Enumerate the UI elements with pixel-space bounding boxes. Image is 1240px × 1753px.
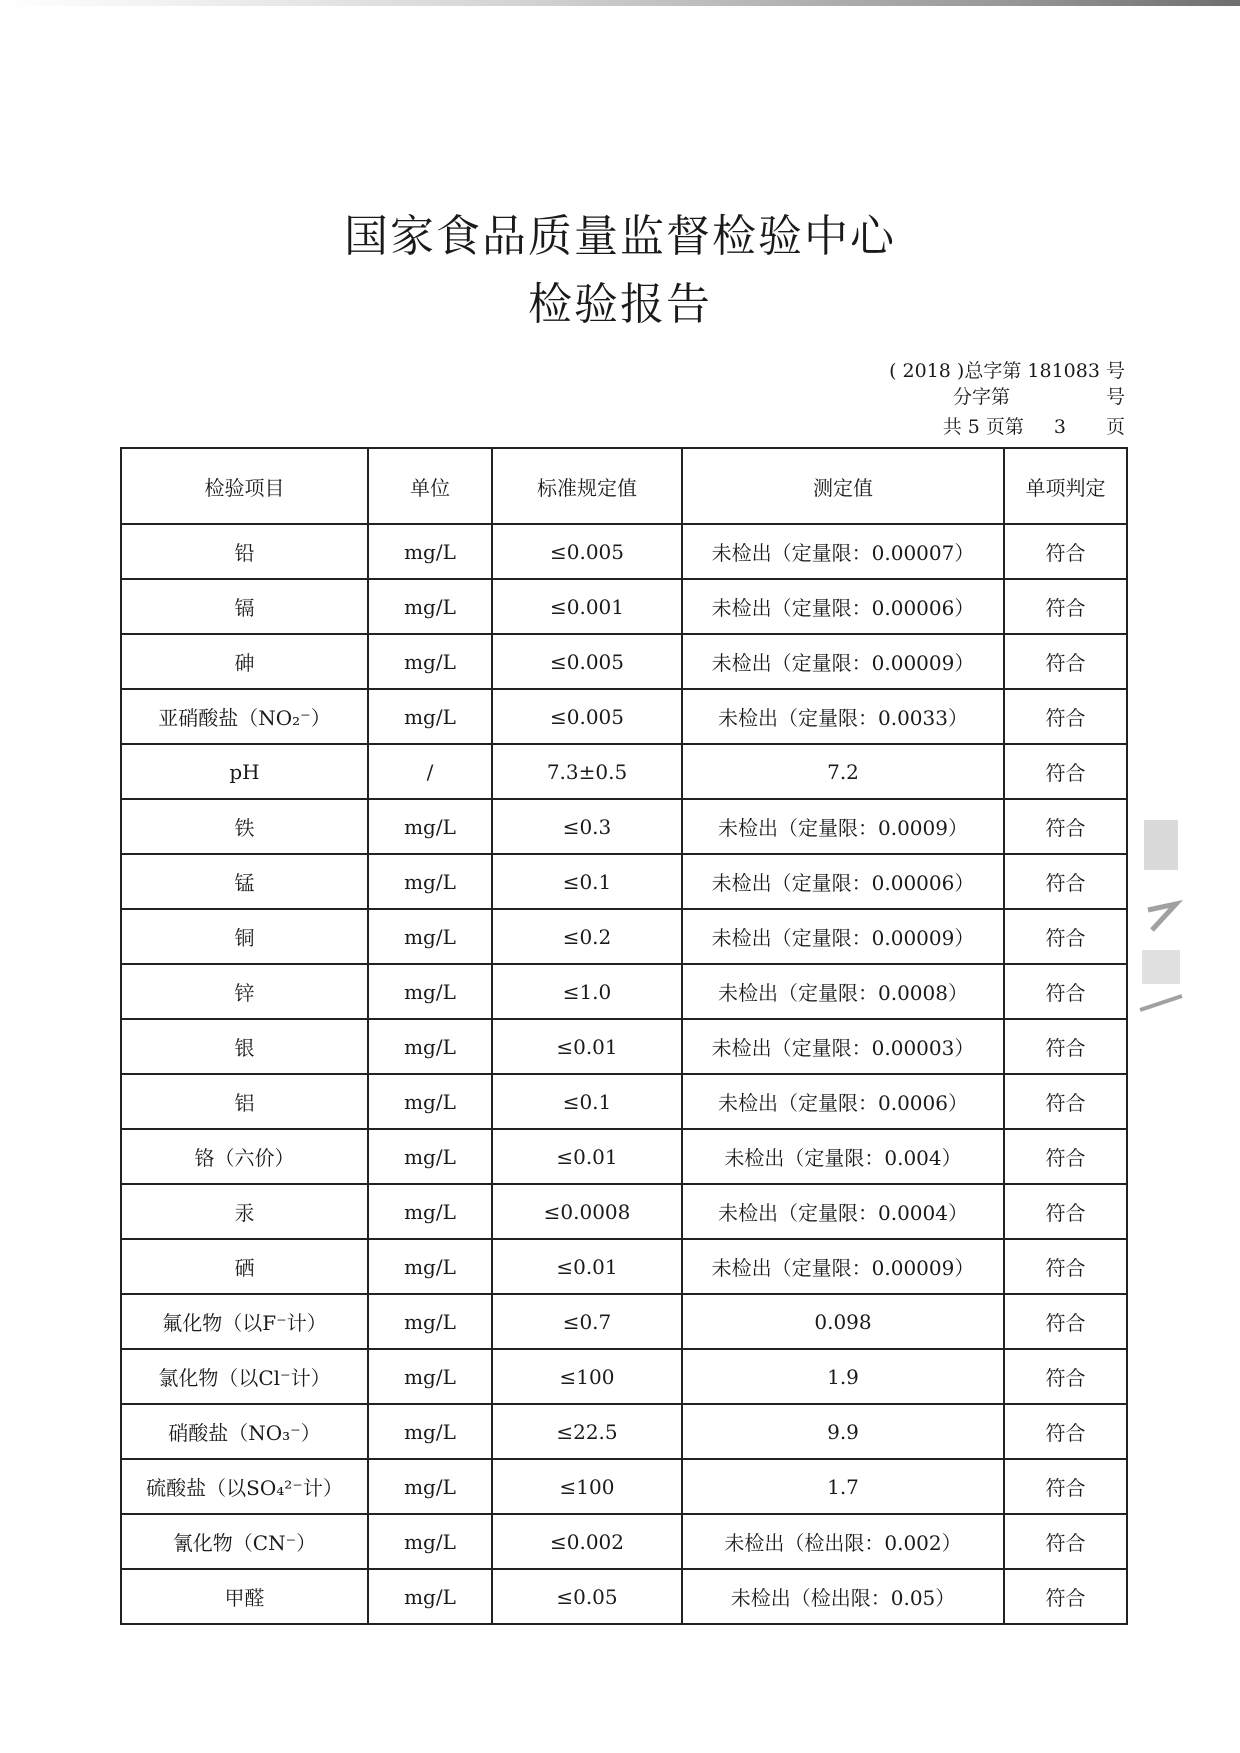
table-row <box>121 1184 1127 1239</box>
cell-unit: mg/L <box>368 1129 492 1184</box>
cell-unit: mg/L <box>368 1074 492 1129</box>
cell-measured: 未检出（检出限：0.05） <box>682 1569 1004 1624</box>
table-row <box>121 1294 1127 1349</box>
cell-standard: ≤0.3 <box>492 799 682 854</box>
table-row <box>121 524 1127 579</box>
cell-item: 硒 <box>121 1239 368 1294</box>
cell-measured: 未检出（定量限：0.00006） <box>682 579 1004 634</box>
sub-hao: 号 <box>1105 386 1125 408</box>
cell-standard: ≤0.005 <box>492 524 682 579</box>
header-row <box>121 448 1127 524</box>
table-row <box>121 1349 1127 1404</box>
cell-unit: mg/L <box>368 854 492 909</box>
cell-measured: 未检出（定量限：0.00009） <box>682 634 1004 689</box>
cell-unit: mg/L <box>368 524 492 579</box>
cell-verdict: 符合 <box>1004 964 1127 1019</box>
total-number: 181083 <box>1027 360 1100 382</box>
cell-unit: mg/L <box>368 799 492 854</box>
cell-verdict: 符合 <box>1004 1239 1127 1294</box>
table-row <box>121 1239 1127 1294</box>
cell-item: 铝 <box>121 1074 368 1129</box>
page-ye: 页 <box>1105 416 1125 438</box>
report-title: 检验报告 <box>528 279 712 330</box>
total-number-line <box>889 356 1125 383</box>
cell-measured: 未检出（定量限：0.0033） <box>682 689 1004 744</box>
table-row <box>121 909 1127 964</box>
cell-item: 砷 <box>121 634 368 689</box>
cell-unit: mg/L <box>368 1459 492 1514</box>
cell-verdict: 符合 <box>1004 799 1127 854</box>
cell-unit: mg/L <box>368 1019 492 1074</box>
cell-standard: ≤100 <box>492 1459 682 1514</box>
cell-standard: 7.3±0.5 <box>492 744 682 799</box>
cell-standard: ≤0.01 <box>492 1019 682 1074</box>
cell-verdict: 符合 <box>1004 634 1127 689</box>
cell-item: 银 <box>121 1019 368 1074</box>
cell-verdict: 符合 <box>1004 854 1127 909</box>
total-label: 总字第 <box>964 360 1022 382</box>
cell-standard: ≤0.005 <box>492 689 682 744</box>
cell-standard: ≤0.05 <box>492 1569 682 1624</box>
cell-item: 铅 <box>121 524 368 579</box>
cell-standard: ≤1.0 <box>492 964 682 1019</box>
cell-measured: 1.7 <box>682 1459 1004 1514</box>
cell-item: 铜 <box>121 909 368 964</box>
cell-standard: ≤0.002 <box>492 1514 682 1569</box>
header-standard: 标准规定值 <box>492 448 682 524</box>
cell-verdict: 符合 <box>1004 1459 1127 1514</box>
total-hao: 号 <box>1105 360 1125 382</box>
cell-measured: 未检出（定量限：0.00009） <box>682 1239 1004 1294</box>
scan-edge <box>0 0 1240 6</box>
table-row <box>121 854 1127 909</box>
institution-title: 国家食品质量监督检验中心 <box>344 211 896 262</box>
cell-item: 硝酸盐（NO₃⁻） <box>121 1404 368 1459</box>
cell-standard: ≤0.005 <box>492 634 682 689</box>
cell-measured: 未检出（检出限：0.002） <box>682 1514 1004 1569</box>
cell-measured: 未检出（定量限：0.00007） <box>682 524 1004 579</box>
cell-verdict: 符合 <box>1004 1404 1127 1459</box>
page-number: 3 <box>1053 416 1066 438</box>
table-body <box>121 524 1127 1624</box>
cell-verdict: 符合 <box>1004 909 1127 964</box>
seal-fragment-icon <box>1138 800 1188 1030</box>
cell-item: 铁 <box>121 799 368 854</box>
cell-standard: ≤0.001 <box>492 579 682 634</box>
header-measured: 测定值 <box>682 448 1004 524</box>
cell-item: 汞 <box>121 1184 368 1239</box>
results-table <box>120 447 1128 1625</box>
cell-item: 硫酸盐（以SO₄²⁻计） <box>121 1459 368 1514</box>
cell-measured: 未检出（定量限：0.0006） <box>682 1074 1004 1129</box>
cell-verdict: 符合 <box>1004 744 1127 799</box>
cell-verdict: 符合 <box>1004 1129 1127 1184</box>
cell-standard: ≤0.1 <box>492 1074 682 1129</box>
cell-measured: 0.098 <box>682 1294 1004 1349</box>
pages-total: 共 5 页第 <box>942 416 1024 438</box>
cell-item: 铬（六价） <box>121 1129 368 1184</box>
cell-verdict: 符合 <box>1004 1294 1127 1349</box>
cell-unit: mg/L <box>368 1569 492 1624</box>
cell-standard: ≤100 <box>492 1349 682 1404</box>
table-row <box>121 689 1127 744</box>
cell-measured: 未检出（定量限：0.00009） <box>682 909 1004 964</box>
cell-item: 锌 <box>121 964 368 1019</box>
sub-number-line <box>953 382 1125 409</box>
cell-unit: mg/L <box>368 1404 492 1459</box>
cell-standard: ≤22.5 <box>492 1404 682 1459</box>
cell-measured: 7.2 <box>682 744 1004 799</box>
cell-item: 亚硝酸盐（NO₂⁻） <box>121 689 368 744</box>
cell-measured: 未检出（定量限：0.00006） <box>682 854 1004 909</box>
cell-verdict: 符合 <box>1004 689 1127 744</box>
cell-verdict: 符合 <box>1004 1569 1127 1624</box>
table-row <box>121 1019 1127 1074</box>
table-row <box>121 744 1127 799</box>
cell-verdict: 符合 <box>1004 524 1127 579</box>
seal-fragment <box>1138 800 1188 1030</box>
cell-standard: ≤0.0008 <box>492 1184 682 1239</box>
table-row <box>121 1404 1127 1459</box>
cell-measured: 未检出（定量限：0.0008） <box>682 964 1004 1019</box>
table-row <box>121 964 1127 1019</box>
cell-verdict: 符合 <box>1004 1349 1127 1404</box>
report-year: ( 2018 ) <box>889 360 965 382</box>
cell-item: 氯化物（以Cl⁻计） <box>121 1349 368 1404</box>
table-row <box>121 634 1127 689</box>
cell-measured: 1.9 <box>682 1349 1004 1404</box>
cell-unit: mg/L <box>368 909 492 964</box>
cell-measured: 未检出（定量限：0.0004） <box>682 1184 1004 1239</box>
cell-unit: mg/L <box>368 1514 492 1569</box>
cell-verdict: 符合 <box>1004 1074 1127 1129</box>
table-row <box>121 1569 1127 1624</box>
cell-unit: mg/L <box>368 964 492 1019</box>
header-item: 检验项目 <box>121 448 368 524</box>
cell-unit: / <box>368 744 492 799</box>
table-row <box>121 579 1127 634</box>
cell-item: 氰化物（CN⁻） <box>121 1514 368 1569</box>
cell-measured: 未检出（定量限：0.00003） <box>682 1019 1004 1074</box>
cell-unit: mg/L <box>368 1349 492 1404</box>
cell-item: 镉 <box>121 579 368 634</box>
cell-item: 甲醛 <box>121 1569 368 1624</box>
cell-item: 锰 <box>121 854 368 909</box>
cell-standard: ≤0.7 <box>492 1294 682 1349</box>
cell-standard: ≤0.01 <box>492 1239 682 1294</box>
cell-measured: 未检出（定量限：0.004） <box>682 1129 1004 1184</box>
cell-measured: 未检出（定量限：0.0009） <box>682 799 1004 854</box>
cell-verdict: 符合 <box>1004 579 1127 634</box>
cell-unit: mg/L <box>368 1239 492 1294</box>
cell-item: 氟化物（以F⁻计） <box>121 1294 368 1349</box>
cell-verdict: 符合 <box>1004 1019 1127 1074</box>
cell-verdict: 符合 <box>1004 1514 1127 1569</box>
cell-unit: mg/L <box>368 1294 492 1349</box>
cell-item: pH <box>121 744 368 799</box>
table-row <box>121 799 1127 854</box>
cell-standard: ≤0.2 <box>492 909 682 964</box>
cell-unit: mg/L <box>368 1184 492 1239</box>
header-unit: 单位 <box>368 448 492 524</box>
header-verdict: 单项判定 <box>1004 448 1127 524</box>
sub-label: 分字第 <box>952 386 1010 408</box>
cell-standard: ≤0.01 <box>492 1129 682 1184</box>
cell-verdict: 符合 <box>1004 1184 1127 1239</box>
table-row <box>121 1074 1127 1129</box>
cell-unit: mg/L <box>368 579 492 634</box>
table-row <box>121 1129 1127 1184</box>
table-row <box>121 1459 1127 1514</box>
cell-unit: mg/L <box>368 634 492 689</box>
page-count-line <box>943 412 1125 439</box>
cell-standard: ≤0.1 <box>492 854 682 909</box>
cell-measured: 9.9 <box>682 1404 1004 1459</box>
cell-unit: mg/L <box>368 689 492 744</box>
table-row <box>121 1514 1127 1569</box>
